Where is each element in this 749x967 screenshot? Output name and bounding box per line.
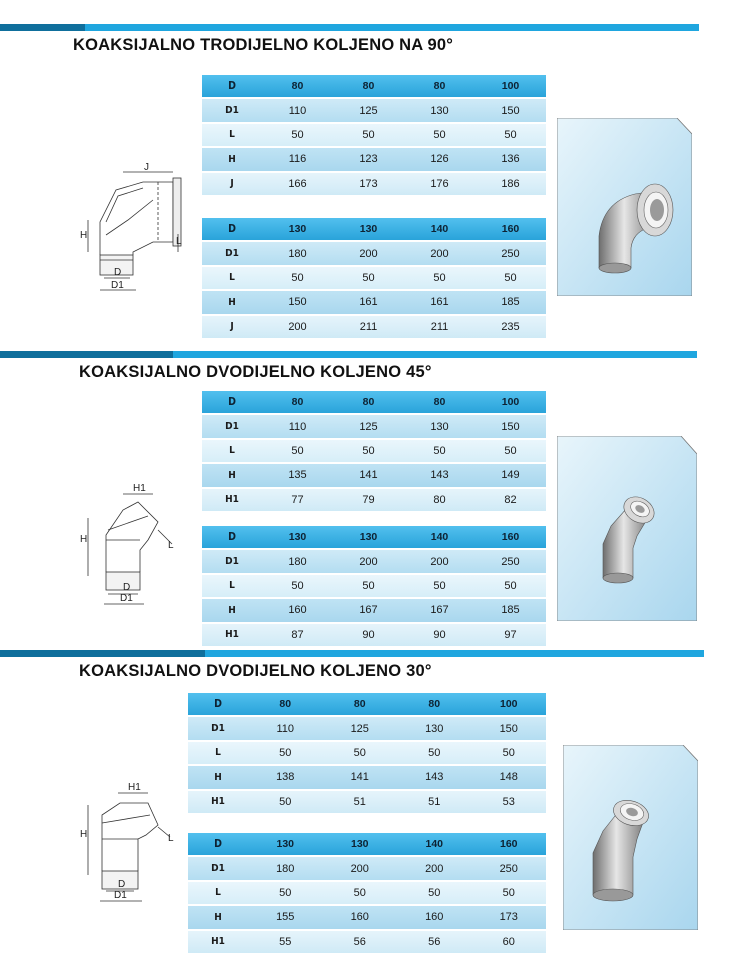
table-cell: 80	[323, 693, 398, 716]
table-cell: 130	[333, 218, 404, 241]
row-label: D1	[188, 716, 248, 740]
table-cell: 130	[262, 218, 333, 241]
table-cell: 80	[404, 75, 475, 98]
table-row	[188, 905, 546, 929]
elbow-90-photo	[557, 118, 692, 296]
table-cell: 130	[404, 98, 475, 122]
table-cell: 80	[404, 391, 475, 414]
table-cell: 110	[262, 414, 333, 438]
table-cell: 161	[404, 290, 475, 314]
table-cell: 50	[475, 266, 546, 290]
dim-label-h1: H1	[133, 483, 146, 494]
table-cell: 50	[333, 574, 404, 598]
dim-label-d1: D1	[120, 593, 133, 604]
row-label: J	[202, 172, 262, 196]
table-cell: 50	[404, 574, 475, 598]
table-cell: 50	[472, 741, 547, 765]
table-cell: 135	[262, 463, 333, 487]
table-cell: 50	[323, 741, 398, 765]
row-label: D	[188, 693, 248, 716]
section-title: KOAKSIJALNO DVODIJELNO KOLJENO 45°	[79, 363, 432, 381]
table-cell: 150	[475, 414, 546, 438]
dim-label-d: D	[123, 582, 131, 593]
table-cell: 50	[248, 881, 323, 905]
row-label: L	[188, 741, 248, 765]
table-row	[202, 147, 546, 171]
table-row	[188, 930, 546, 954]
table-cell: 160	[475, 218, 546, 241]
dim-label-l: L	[168, 833, 174, 844]
table-cell: 50	[475, 574, 546, 598]
table-cell: 167	[333, 598, 404, 622]
spec-table	[202, 391, 546, 513]
table-cell: 180	[262, 241, 333, 265]
table-cell: 130	[262, 526, 333, 549]
row-label: H1	[188, 790, 248, 814]
table-cell: 50	[475, 439, 546, 463]
row-label: D	[202, 526, 262, 549]
table-row	[188, 765, 546, 789]
table-cell: 130	[248, 833, 323, 856]
table-cell: 123	[333, 147, 404, 171]
row-label: J	[202, 315, 262, 339]
table-row	[188, 856, 546, 880]
table-cell: 140	[404, 218, 475, 241]
table-cell: 79	[333, 488, 404, 512]
spec-table	[202, 75, 546, 197]
table-cell: 167	[404, 598, 475, 622]
table-row	[202, 439, 546, 463]
table-cell: 50	[248, 790, 323, 814]
table-cell: 200	[323, 856, 398, 880]
table-cell: 180	[262, 549, 333, 573]
table-cell: 125	[323, 716, 398, 740]
table-cell: 80	[333, 391, 404, 414]
table-cell: 50	[404, 266, 475, 290]
table-row	[202, 463, 546, 487]
dim-label-l: L	[168, 540, 174, 551]
table-cell: 100	[475, 391, 546, 414]
table-cell: 200	[404, 241, 475, 265]
table-cell: 200	[333, 549, 404, 573]
table-row	[202, 623, 546, 647]
row-label: H	[202, 463, 262, 487]
row-label: L	[202, 574, 262, 598]
table-cell: 50	[262, 123, 333, 147]
table-cell: 50	[248, 741, 323, 765]
table-cell: 176	[404, 172, 475, 196]
dim-label-h: H	[80, 230, 88, 241]
elbow-30-diagram	[78, 775, 188, 905]
table-row	[202, 549, 546, 573]
dim-label-d1: D1	[111, 280, 124, 291]
table-cell: 116	[262, 147, 333, 171]
table-cell: 50	[475, 123, 546, 147]
table-cell: 200	[333, 241, 404, 265]
row-label: D1	[202, 241, 262, 265]
table-row	[188, 790, 546, 814]
table-row	[188, 833, 546, 856]
table-cell: 185	[475, 598, 546, 622]
row-label: H	[202, 598, 262, 622]
row-label: H1	[188, 930, 248, 954]
table-cell: 60	[472, 930, 547, 954]
table-row	[202, 488, 546, 512]
dim-label-d: D	[118, 879, 126, 890]
section-title: KOAKSIJALNO TRODIJELNO KOLJENO NA 90°	[73, 36, 454, 54]
table-cell: 161	[333, 290, 404, 314]
table-cell: 155	[248, 905, 323, 929]
table-cell: 80	[248, 693, 323, 716]
section-divider-bar	[0, 24, 749, 31]
table-cell: 150	[475, 98, 546, 122]
table-cell: 50	[404, 123, 475, 147]
table-cell: 185	[475, 290, 546, 314]
elbow-90-diagram	[78, 160, 188, 300]
table-cell: 50	[262, 266, 333, 290]
table-cell: 87	[262, 623, 333, 647]
table-cell: 211	[333, 315, 404, 339]
table-cell: 140	[397, 833, 472, 856]
table-cell: 250	[475, 241, 546, 265]
table-cell: 125	[333, 414, 404, 438]
table-row	[202, 98, 546, 122]
table-cell: 51	[323, 790, 398, 814]
row-label: D	[202, 218, 262, 241]
table-cell: 186	[475, 172, 546, 196]
row-label: H	[188, 765, 248, 789]
table-cell: 80	[262, 391, 333, 414]
table-row	[202, 315, 546, 339]
dim-label-j: J	[144, 162, 149, 173]
table-cell: 160	[323, 905, 398, 929]
table-cell: 143	[404, 463, 475, 487]
elbow-45-diagram	[78, 480, 188, 610]
table-cell: 180	[248, 856, 323, 880]
table-cell: 56	[397, 930, 472, 954]
row-label: D	[202, 75, 262, 98]
table-cell: 160	[472, 833, 547, 856]
table-cell: 148	[472, 765, 547, 789]
row-label: L	[188, 881, 248, 905]
row-label: D	[188, 833, 248, 856]
table-cell: 160	[475, 526, 546, 549]
table-cell: 97	[475, 623, 546, 647]
dim-label-h: H	[80, 534, 88, 545]
table-cell: 200	[262, 315, 333, 339]
table-cell: 50	[333, 123, 404, 147]
table-row	[202, 172, 546, 196]
table-cell: 160	[397, 905, 472, 929]
table-cell: 100	[472, 693, 547, 716]
table-cell: 110	[262, 98, 333, 122]
table-cell: 200	[404, 549, 475, 573]
table-row	[202, 75, 546, 98]
spec-table	[188, 693, 546, 815]
table-cell: 56	[323, 930, 398, 954]
row-label: H	[202, 290, 262, 314]
row-label: L	[202, 266, 262, 290]
table-cell: 80	[404, 488, 475, 512]
table-row	[202, 526, 546, 549]
row-label: H1	[202, 623, 262, 647]
table-cell: 150	[472, 716, 547, 740]
row-label: D1	[202, 414, 262, 438]
dim-label-l: L	[176, 236, 182, 247]
table-cell: 82	[475, 488, 546, 512]
table-cell: 136	[475, 147, 546, 171]
table-cell: 160	[262, 598, 333, 622]
table-cell: 77	[262, 488, 333, 512]
table-cell: 166	[262, 172, 333, 196]
table-cell: 53	[472, 790, 547, 814]
table-cell: 50	[262, 574, 333, 598]
section-divider-bar	[0, 650, 749, 657]
table-cell: 125	[333, 98, 404, 122]
table-cell: 138	[248, 765, 323, 789]
table-cell: 80	[333, 75, 404, 98]
table-cell: 235	[475, 315, 546, 339]
table-cell: 50	[397, 881, 472, 905]
table-row	[188, 693, 546, 716]
spec-table	[188, 833, 546, 955]
table-cell: 250	[475, 549, 546, 573]
table-cell: 130	[397, 716, 472, 740]
table-cell: 110	[248, 716, 323, 740]
table-row	[188, 741, 546, 765]
row-label: L	[202, 439, 262, 463]
table-cell: 50	[333, 439, 404, 463]
elbow-30-photo	[563, 745, 698, 930]
table-row	[202, 241, 546, 265]
table-cell: 140	[404, 526, 475, 549]
table-cell: 143	[397, 765, 472, 789]
row-label: H1	[202, 488, 262, 512]
table-cell: 50	[262, 439, 333, 463]
table-row	[202, 391, 546, 414]
table-cell: 211	[404, 315, 475, 339]
table-cell: 126	[404, 147, 475, 171]
dim-label-h1: H1	[128, 782, 141, 793]
table-row	[202, 218, 546, 241]
table-cell: 80	[397, 693, 472, 716]
dim-label-d: D	[114, 267, 122, 278]
section-divider-bar	[0, 351, 749, 358]
table-row	[202, 414, 546, 438]
table-row	[202, 290, 546, 314]
table-cell: 173	[472, 905, 547, 929]
table-cell: 130	[333, 526, 404, 549]
table-row	[202, 598, 546, 622]
row-label: D1	[202, 549, 262, 573]
row-label: D1	[188, 856, 248, 880]
table-cell: 150	[262, 290, 333, 314]
table-cell: 149	[475, 463, 546, 487]
table-cell: 50	[404, 439, 475, 463]
table-cell: 55	[248, 930, 323, 954]
table-cell: 50	[472, 881, 547, 905]
row-label: H	[188, 905, 248, 929]
table-row	[202, 574, 546, 598]
table-cell: 100	[475, 75, 546, 98]
row-label: H	[202, 147, 262, 171]
table-cell: 173	[333, 172, 404, 196]
table-row	[188, 716, 546, 740]
spec-table	[202, 218, 546, 340]
table-cell: 50	[323, 881, 398, 905]
table-cell: 250	[472, 856, 547, 880]
elbow-45-photo	[557, 436, 697, 621]
table-cell: 51	[397, 790, 472, 814]
section-title: KOAKSIJALNO DVODIJELNO KOLJENO 30°	[79, 662, 432, 680]
table-cell: 200	[397, 856, 472, 880]
table-cell: 90	[404, 623, 475, 647]
table-row	[188, 881, 546, 905]
spec-table	[202, 526, 546, 648]
table-row	[202, 266, 546, 290]
row-label: L	[202, 123, 262, 147]
table-cell: 50	[397, 741, 472, 765]
row-label: D	[202, 391, 262, 414]
dim-label-h: H	[80, 829, 88, 840]
row-label: D1	[202, 98, 262, 122]
table-cell: 130	[323, 833, 398, 856]
dim-label-d1: D1	[114, 890, 127, 901]
table-cell: 130	[404, 414, 475, 438]
table-cell: 141	[323, 765, 398, 789]
table-cell: 80	[262, 75, 333, 98]
table-cell: 141	[333, 463, 404, 487]
table-row	[202, 123, 546, 147]
table-cell: 90	[333, 623, 404, 647]
table-cell: 50	[333, 266, 404, 290]
